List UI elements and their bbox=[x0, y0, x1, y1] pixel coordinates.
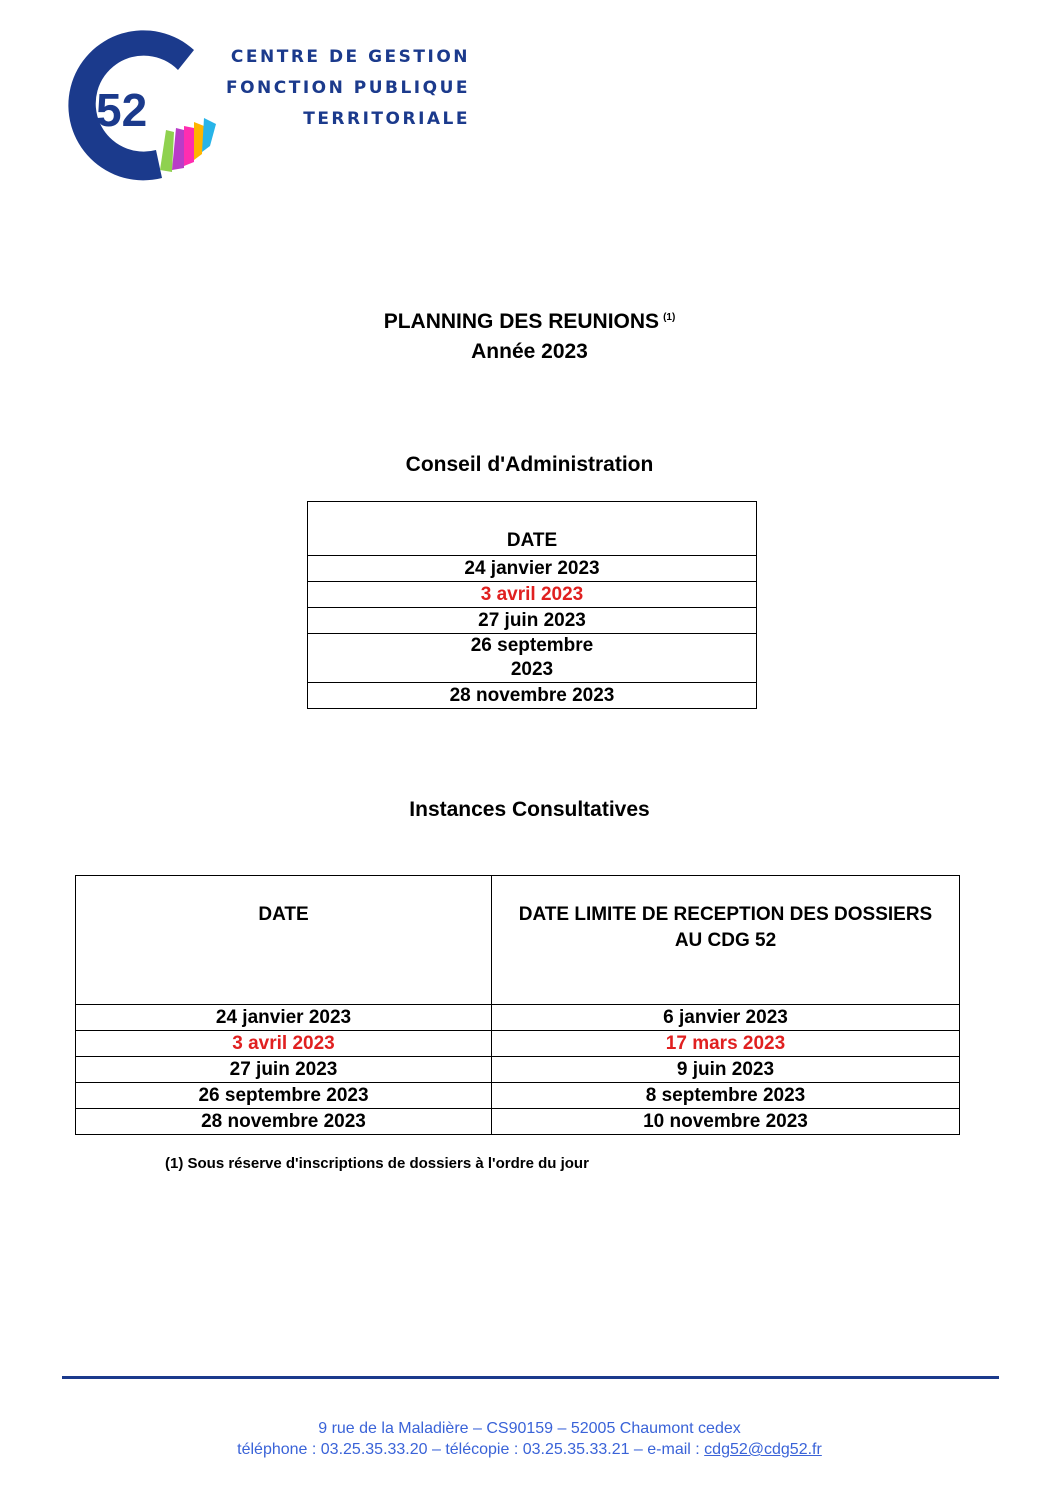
table-cell: 8 septembre 2023 bbox=[492, 1083, 960, 1109]
instances-table bbox=[75, 875, 960, 1135]
table-cell: 3 avril 2023 bbox=[76, 1031, 492, 1057]
table-row bbox=[76, 1057, 960, 1083]
cdg52-logo bbox=[44, 30, 470, 190]
page-title bbox=[0, 310, 1059, 334]
table-cell: 6 janvier 2023 bbox=[492, 1005, 960, 1031]
conseil-table bbox=[307, 501, 757, 709]
table-cell: 17 mars 2023 bbox=[492, 1031, 960, 1057]
table-row bbox=[76, 1005, 960, 1031]
footer-address: 9 rue de la Maladière – CS90159 – 52005 Chaumont cedex bbox=[318, 1420, 741, 1437]
org-line-2: FONCTION PUBLIQUE bbox=[225, 78, 470, 98]
org-line-1: CENTRE DE GESTION bbox=[230, 47, 470, 67]
table-cell: 28 novembre 2023 bbox=[308, 683, 757, 709]
organization-name bbox=[174, 42, 470, 135]
conseil-date-header: DATE bbox=[308, 502, 757, 556]
logo-number: 52 bbox=[96, 84, 148, 136]
table-cell: 10 novembre 2023 bbox=[492, 1109, 960, 1135]
table-cell: 24 janvier 2023 bbox=[308, 556, 757, 582]
footer-contact bbox=[0, 1441, 1059, 1459]
instances-heading: Instances Consultatives bbox=[409, 798, 650, 821]
table-cell: 24 janvier 2023 bbox=[76, 1005, 492, 1031]
instances-limit-header: DATE LIMITE DE RECEPTION DES DOSSIERS AU CDG 52 bbox=[492, 876, 960, 1005]
table-row bbox=[76, 1031, 960, 1057]
table-row bbox=[76, 1109, 960, 1135]
footer-contact-text: téléphone : 03.25.35.33.20 – télécopie : 03.25.35.33.21 – e-mail : bbox=[237, 1441, 705, 1458]
table-cell: 27 juin 2023 bbox=[308, 608, 757, 634]
table-cell: 27 juin 2023 bbox=[76, 1057, 492, 1083]
title-text: PLANNING DES REUNIONS bbox=[383, 310, 660, 333]
table-cell: 26 septembre 2023 bbox=[308, 634, 757, 683]
footer-divider bbox=[62, 1376, 999, 1379]
footnote: (1) Sous réserve d'inscriptions de dossiers à l'ordre du jour bbox=[165, 1155, 589, 1172]
table-row bbox=[76, 1083, 960, 1109]
title-footnote-marker: (1) bbox=[663, 312, 676, 323]
org-line-3: TERRITORIALE bbox=[303, 109, 470, 129]
instances-date-header: DATE bbox=[76, 876, 492, 1005]
table-cell: 9 juin 2023 bbox=[492, 1057, 960, 1083]
table-cell: 3 avril 2023 bbox=[308, 582, 757, 608]
conseil-heading: Conseil d'Administration bbox=[405, 453, 654, 476]
table-cell: 28 novembre 2023 bbox=[76, 1109, 492, 1135]
table-cell: 26 septembre 2023 bbox=[76, 1083, 492, 1109]
email-link[interactable]: cdg52@cdg52.fr bbox=[704, 1441, 822, 1458]
page-subtitle: Année 2023 bbox=[471, 340, 588, 363]
